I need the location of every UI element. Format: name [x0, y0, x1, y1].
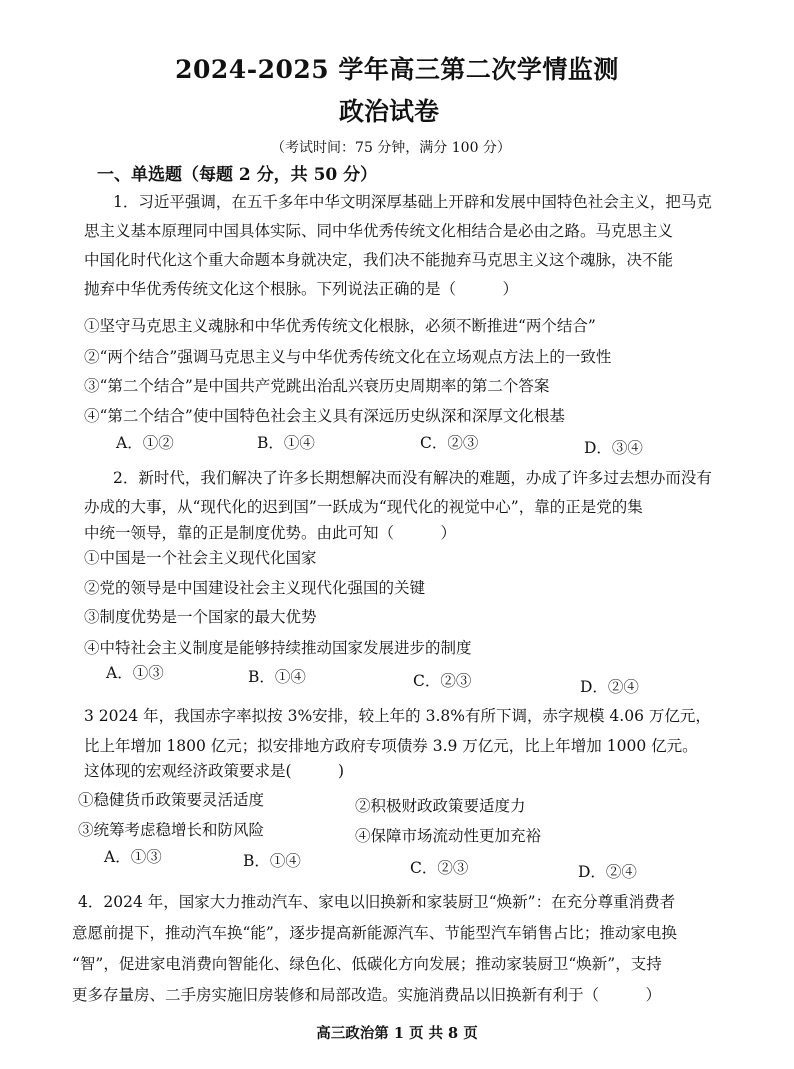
q2-line-3: 中统一领导，靠的正是制度优势。由此可知（ ） [84, 524, 457, 542]
q3-option-c: C．②③ [410, 859, 469, 877]
q1-line-3: 中国化时代化这个重大命题本身就决定，我们决不能抛弃马克思主义这个魂脉，决不能 [84, 251, 674, 269]
q1-line-2: 思主义基本原理同中国具体实际、同中华优秀传统文化相结合是必由之路。马克思主义 [84, 222, 674, 240]
q1-statement-3: ③“第二个结合”是中国共产党跳出治乱兴衰历史周期率的第二个答案 [84, 377, 550, 395]
q3-line-2: 比上年增加 1800 亿元；拟安排地方政府专项债券 3.9 万亿元，比上年增加 1000 亿元。 [84, 737, 698, 755]
subject-title: 政治试卷 [338, 97, 439, 126]
q1-line-4: 抛弃中华优秀传统文化这个根脉。下列说法正确的是（ ） [84, 280, 519, 298]
q1-option-a: A．①② [116, 434, 174, 452]
q3-statement-3: ③统筹考虑稳增长和防风险 [78, 821, 265, 839]
q1-option-c: C．②③ [420, 434, 479, 452]
q3-statement-4: ④保障市场流动性更加充裕 [355, 827, 542, 845]
q2-option-c: C．②③ [413, 672, 472, 690]
q2-statement-2: ②党的领导是中国建设社会主义现代化强国的关键 [84, 579, 426, 597]
q2-option-b: B．①④ [248, 668, 306, 686]
section-heading: 一、单选题（每题 2 分，共 50 分） [97, 165, 378, 185]
q2-statement-3: ③制度优势是一个国家的最大优势 [84, 608, 317, 626]
q4-line-2: 意愿前提下，推动汽车换“能”，逐步提高新能源汽车、节能型汽车销售占比；推动家电换 [72, 924, 677, 942]
q2-line-1: 2．新时代，我们解决了许多长期想解决而没有解决的难题，办成了许多过去想办而没有 [113, 469, 712, 487]
q1-option-b: B．①④ [257, 434, 315, 452]
q1-option-d: D．③④ [584, 439, 643, 457]
q3-option-a: A．①③ [104, 848, 162, 866]
q1-statement-2: ②“两个结合”强调马克思主义与中华优秀传统文化在立场观点方法上的一致性 [84, 348, 612, 366]
q1-statement-1: ①坚守马克思主义魂脉和中华优秀传统文化根脉，必须不断推进“两个结合” [84, 317, 596, 335]
q3-line-1: 3 2024 年，我国赤字率拟按 3%安排，较上年的 3.8%有所下调，赤字规模 4.06 万亿元， [84, 707, 711, 725]
q2-option-a: A．①③ [106, 664, 164, 682]
q2-statement-1: ①中国是一个社会主义现代化国家 [84, 549, 317, 567]
q4-line-3: “智”，促进家电消费向智能化、绿色化、低碳化方向发展；推动家装厨卫“焕新”，支持 [72, 955, 662, 973]
q3-line-3: 这体现的宏观经济政策要求是( ) [84, 762, 345, 780]
q3-option-d: D．②④ [578, 863, 637, 881]
q4-line-1: 4．2024 年，国家大力推动汽车、家电以旧换新和家装厨卫“焕新”：在充分尊重消费者 [78, 893, 676, 911]
page-footer: 高三政治第 1 页 共 8 页 [316, 1025, 478, 1042]
q4-line-4: 更多存量房、二手房实施旧房装修和局部改造。实施消费品以旧换新有利于（ ） [72, 986, 662, 1004]
q1-statement-4: ④“第二个结合”使中国特色社会主义具有深远历史纵深和深厚文化根基 [84, 407, 565, 425]
q2-line-2: 办成的大事，从“现代化的迟到国”一跃成为“现代化的视觉中心”，靠的正是党的集 [84, 498, 643, 516]
exam-info: （考试时间：75 分钟，满分 100 分） [271, 140, 511, 156]
q3-statement-2: ②积极财政政策要适度力 [355, 797, 526, 815]
exam-title: 2024-2025 学年高三第二次学情监测 [175, 55, 619, 84]
q3-option-b: B．①④ [243, 852, 301, 870]
q2-statement-4: ④中特社会主义制度是能够持续推动国家发展进步的制度 [84, 639, 472, 657]
q2-option-d: D．②④ [580, 678, 639, 696]
q3-statement-1: ①稳健货币政策要灵活适度 [78, 791, 265, 809]
q1-line-1: 1．习近平强调，在五千多年中华文明深厚基础上开辟和发展中国特色社会主义，把马克 [113, 193, 712, 211]
